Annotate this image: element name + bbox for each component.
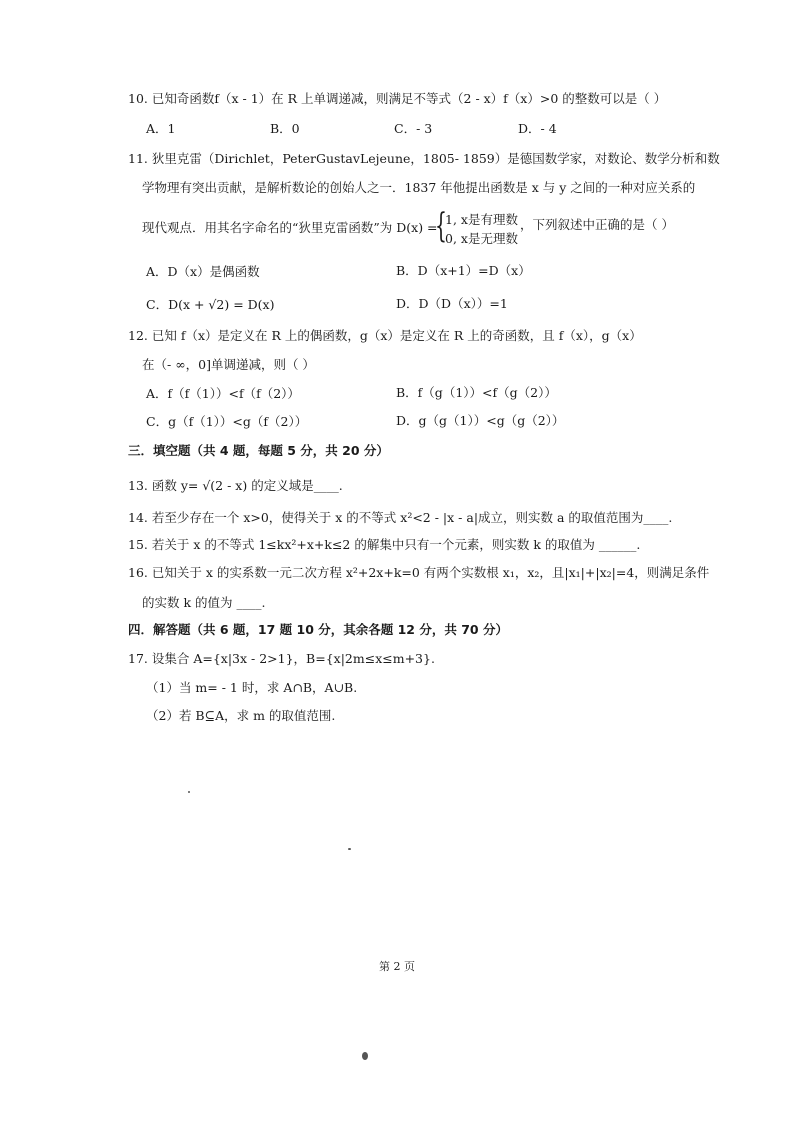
q11-line3-prefix: 现代观点．用其名字命名的“狄里克雷函数”为 D(x) = xyxy=(142,220,438,235)
q17-part1: （1）当 m= - 1 时，求 A∩B，A∪B. xyxy=(146,680,358,695)
section-fill-in-heading: 三．填空题（共 4 题，每题 5 分，共 20 分） xyxy=(128,443,389,458)
scan-speck xyxy=(362,1052,368,1060)
q13: 13. 函数 y= √(2 - x) 的定义域是____. xyxy=(128,478,343,493)
q11-option-d: D．D（D（x））=1 xyxy=(396,296,508,311)
q16-line2: 的实数 k 的值为 ____. xyxy=(142,595,266,610)
piecewise-case-rational: 1, x是有理数 xyxy=(445,212,518,227)
q11-option-a: A．D（x）是偶函数 xyxy=(146,264,260,279)
q12-option-d: D．g（g（1））<g（g（2）） xyxy=(396,413,565,428)
q11-option-c: C．D(x + √2) = D(x) xyxy=(146,297,275,312)
q10-option-d: D．- 4 xyxy=(518,121,557,136)
q11-option-b: B．D（x+1）=D（x） xyxy=(396,263,531,278)
q11-line2: 学物理有突出贡献，是解析数论的创始人之一．1837 年他提出函数是 x 与 y 之间的一种对应关系的 xyxy=(142,180,696,195)
q11-line1: 11. 狄里克雷（Dirichlet，PeterGustavLejeune，1805- 1859）是德国数学家，对数论、数学分析和数 xyxy=(128,151,720,166)
q10-option-c: C．- 3 xyxy=(394,121,433,136)
q10-stem: 10. 已知奇函数f（x - 1）在 R 上单调递减，则满足不等式（2 - x）f（x）>0 的整数可以是（ ） xyxy=(128,91,667,106)
scan-speck xyxy=(188,791,190,793)
brace-icon: { xyxy=(435,206,447,246)
page-number: 第 2 页 xyxy=(379,960,415,973)
q12-option-a: A．f（f（1））<f（f（2）） xyxy=(146,386,300,401)
q12-line2: 在（- ∞，0]单调递减，则（ ） xyxy=(142,357,315,372)
piecewise-case-irrational: 0, x是无理数 xyxy=(445,231,518,246)
q12-option-b: B．f（g（1））<f（g（2）） xyxy=(396,385,557,400)
q12-option-c: C．g（f（1））<g（f（2）） xyxy=(146,414,308,429)
q12-line1: 12. 已知 f（x）是定义在 R 上的偶函数，g（x）是定义在 R 上的奇函数，且 f（x），g（x） xyxy=(128,328,642,343)
q17-stem: 17. 设集合 A={x|3x - 2>1}，B={x|2m≤x≤m+3}. xyxy=(128,651,435,666)
q11-line3-suffix: ，下列叙述中正确的是（ ） xyxy=(520,217,674,232)
scan-speck xyxy=(348,848,351,850)
q10-option-b: B．0 xyxy=(270,121,300,136)
q15: 15. 若关于 x 的不等式 1≤kx²+x+k≤2 的解集中只有一个元素，则实数 k 的取值为 ______. xyxy=(128,537,641,552)
q10-option-a: A．1 xyxy=(146,121,176,136)
q16-line1: 16. 已知关于 x 的实系数一元二次方程 x²+2x+k=0 有两个实数根 x₁，x₂，且|x₁|+|x₂|=4，则满足条件 xyxy=(128,565,710,580)
q17-part2: （2）若 B⊆A，求 m 的取值范围. xyxy=(146,708,336,723)
section-solution-heading: 四．解答题（共 6 题，17 题 10 分，其余各题 12 分，共 70 分） xyxy=(128,622,508,637)
q14: 14. 若至少存在一个 x>0，使得关于 x 的不等式 x²<2 - |x - a|成立，则实数 a 的取值范围为____. xyxy=(128,510,673,525)
